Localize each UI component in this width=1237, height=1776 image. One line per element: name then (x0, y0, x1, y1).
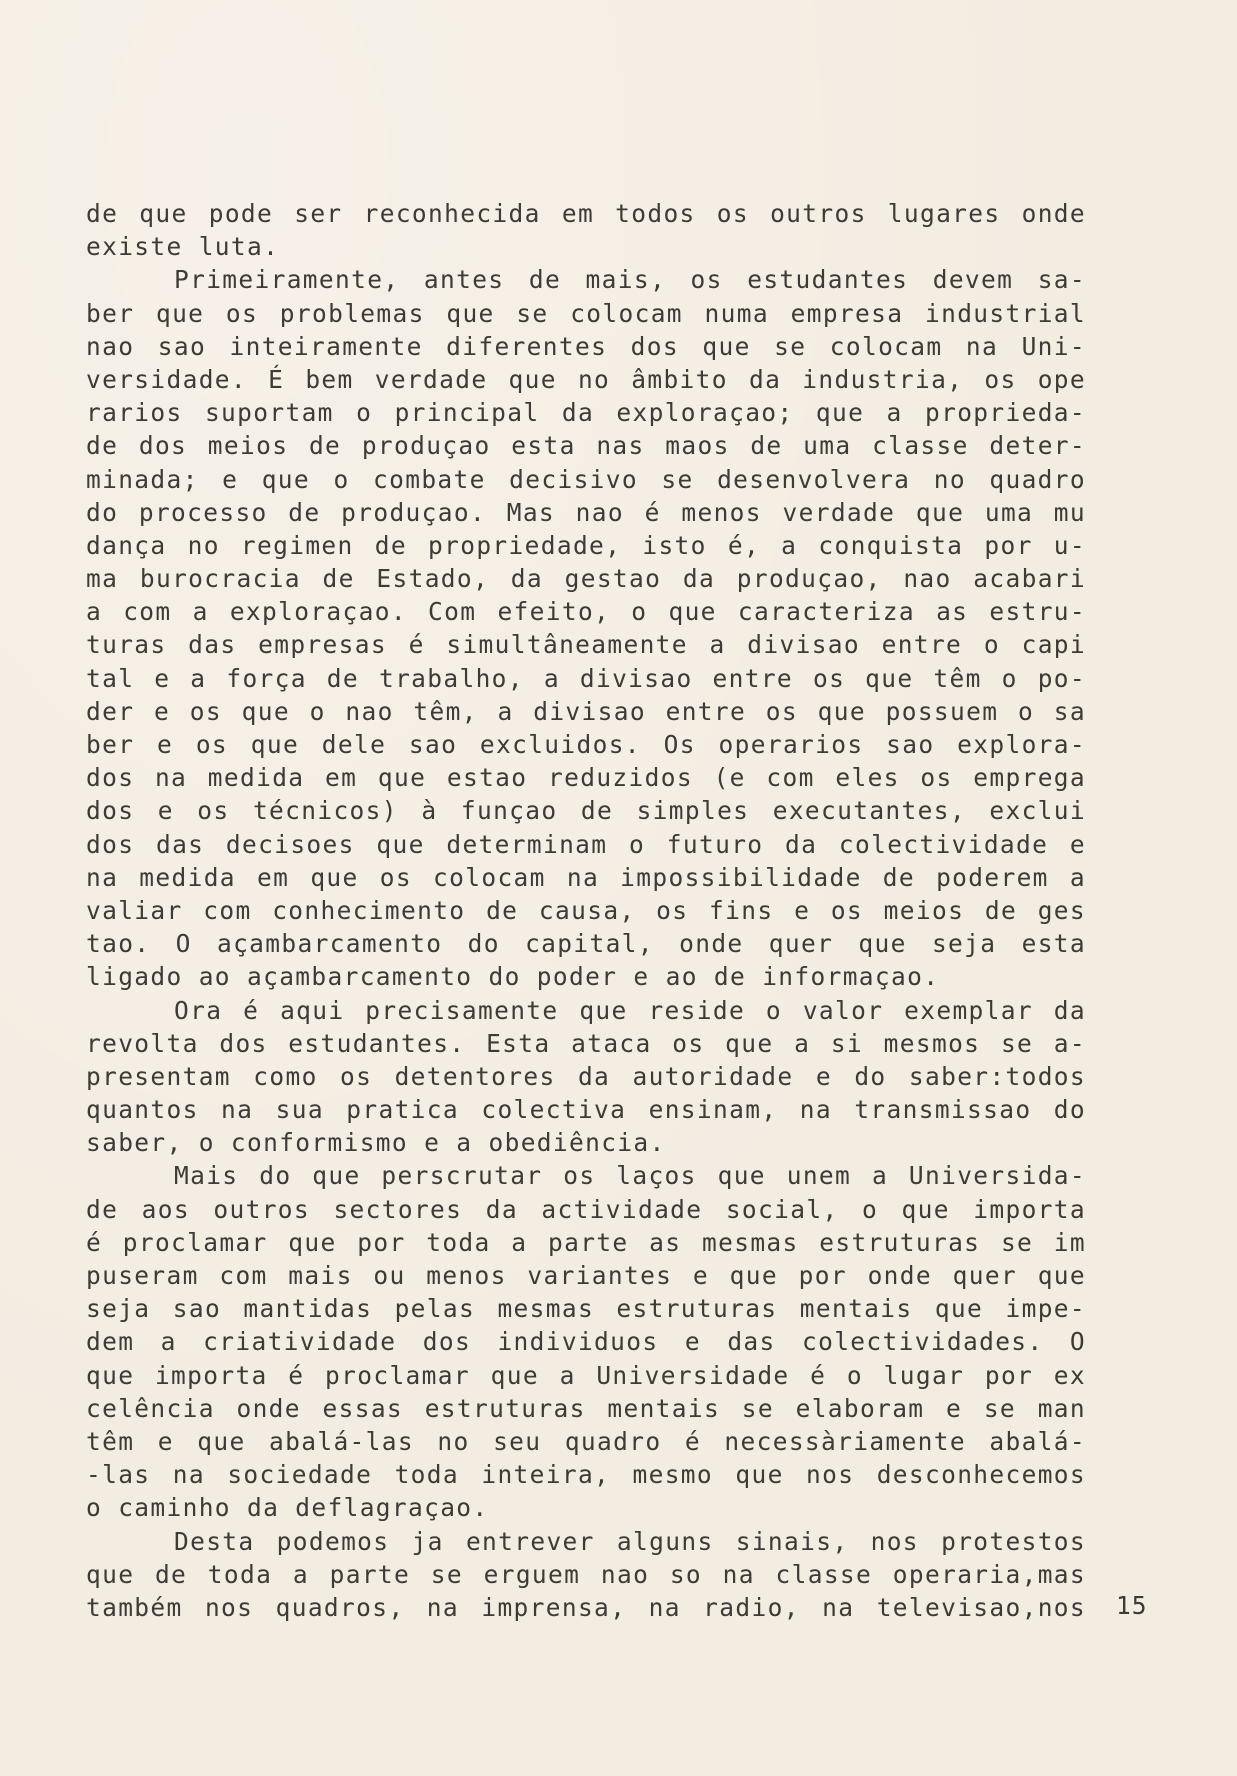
text-line: o caminho da deflagraçao. (86, 1493, 489, 1523)
text-line: a com a exploraçao. Com efeito, o que caracteriza as estru- (86, 597, 1086, 627)
text-line: der e os que o nao têm, a divisao entre os que possuem o sa (86, 696, 1086, 726)
text-line: minada; e que o combate decisivo se desenvolvera no quadro (86, 464, 1086, 494)
text-line: tal e a força de trabalho, a divisao entre os que têm o po- (86, 663, 1086, 693)
text-line: revolta dos estudantes. Esta ataca os que a si mesmos se a- (86, 1028, 1086, 1058)
text-line: puseram com mais ou menos variantes e que por onde quer que (86, 1261, 1086, 1290)
text-line: nao sao inteiramente diferentes dos que se colocam na Uni- (86, 331, 1086, 361)
text-line: de aos outros sectores da actividade social, o que importa (86, 1194, 1086, 1224)
text-line: de que pode ser reconhecida em todos os outros lugares onde (86, 199, 1086, 228)
text-line: têm e que abalá-las no seu quadro é necessàriamente abalá- (86, 1426, 1086, 1456)
text-line: existe luta. (86, 232, 280, 262)
page-number: 15 (1116, 1591, 1148, 1620)
text-line: presentam como os detentores da autoridade e do saber:todos (86, 1061, 1086, 1091)
text-line: valiar com conhecimento de causa, os fins e os meios de ges (86, 895, 1086, 925)
text-line: Mais do que perscrutar os laços que unem a Universida- (174, 1161, 1086, 1191)
text-line: dos das decisoes que determinam o futuro da colectividade e (86, 829, 1086, 859)
text-line: ber que os problemas que se colocam numa empresa industrial (86, 298, 1086, 328)
text-line: dem a criatividade dos individuos e das colectividades. O (86, 1327, 1086, 1357)
text-line: -las na sociedade toda inteira, mesmo que nos desconhecemos (86, 1460, 1086, 1490)
text-line: do processo de produçao. Mas nao é menos verdade que uma mu (86, 497, 1086, 527)
text-line: dos na medida em que estao reduzidos (e com eles os emprega (86, 763, 1086, 793)
text-line: que de toda a parte se erguem nao so na classe operaria,mas (86, 1559, 1086, 1589)
text-line: ber e os que dele sao excluidos. Os operarios sao explora- (86, 730, 1086, 759)
text-line: celência onde essas estruturas mentais se elaboram e se man (86, 1393, 1086, 1423)
text-line: também nos quadros, na imprensa, na radio, na televisao,nos (86, 1592, 1086, 1622)
text-line: ma burocracia de Estado, da gestao da produçao, nao acabari (86, 564, 1086, 594)
text-line: é proclamar que por toda a parte as mesmas estruturas se im (86, 1227, 1086, 1257)
text-line: na medida em que os colocam na impossibilidade de poderem a (86, 862, 1086, 892)
text-line: versidade. É bem verdade que no âmbito da industria, os ope (86, 364, 1086, 394)
text-line: dança no regimen de propriedade, isto é, a conquista por u- (86, 530, 1086, 560)
text-line: ligado ao açambarcamento do poder e ao de informaçao. (86, 962, 940, 992)
text-line: tao. O açambarcamento do capital, onde quer que seja esta (86, 929, 1086, 959)
text-line: Desta podemos ja entrever alguns sinais, nos protestos (174, 1526, 1086, 1556)
text-line: turas das empresas é simultâneamente a divisao entre o capi (86, 630, 1086, 660)
text-line: seja sao mantidas pelas mesmas estruturas mentais que impe- (86, 1294, 1086, 1324)
text-line: de dos meios de produçao esta nas maos de uma classe deter- (86, 431, 1086, 461)
text-line: que importa é proclamar que a Universidade é o lugar por ex (86, 1360, 1086, 1390)
text-line: rarios suportam o principal da exploraçao; que a proprieda- (86, 398, 1086, 428)
text-line: quantos na sua pratica colectiva ensinam, na transmissao do (86, 1095, 1086, 1125)
text-line: Primeiramente, antes de mais, os estudantes devem sa- (174, 265, 1086, 295)
body-text (86, 197, 1086, 1624)
text-line: Ora é aqui precisamente que reside o valor exemplar da (174, 995, 1086, 1025)
text-line: saber, o conformismo e a obediência. (86, 1128, 666, 1158)
text-line: dos e os técnicos) à funçao de simples executantes, exclui (86, 796, 1086, 826)
